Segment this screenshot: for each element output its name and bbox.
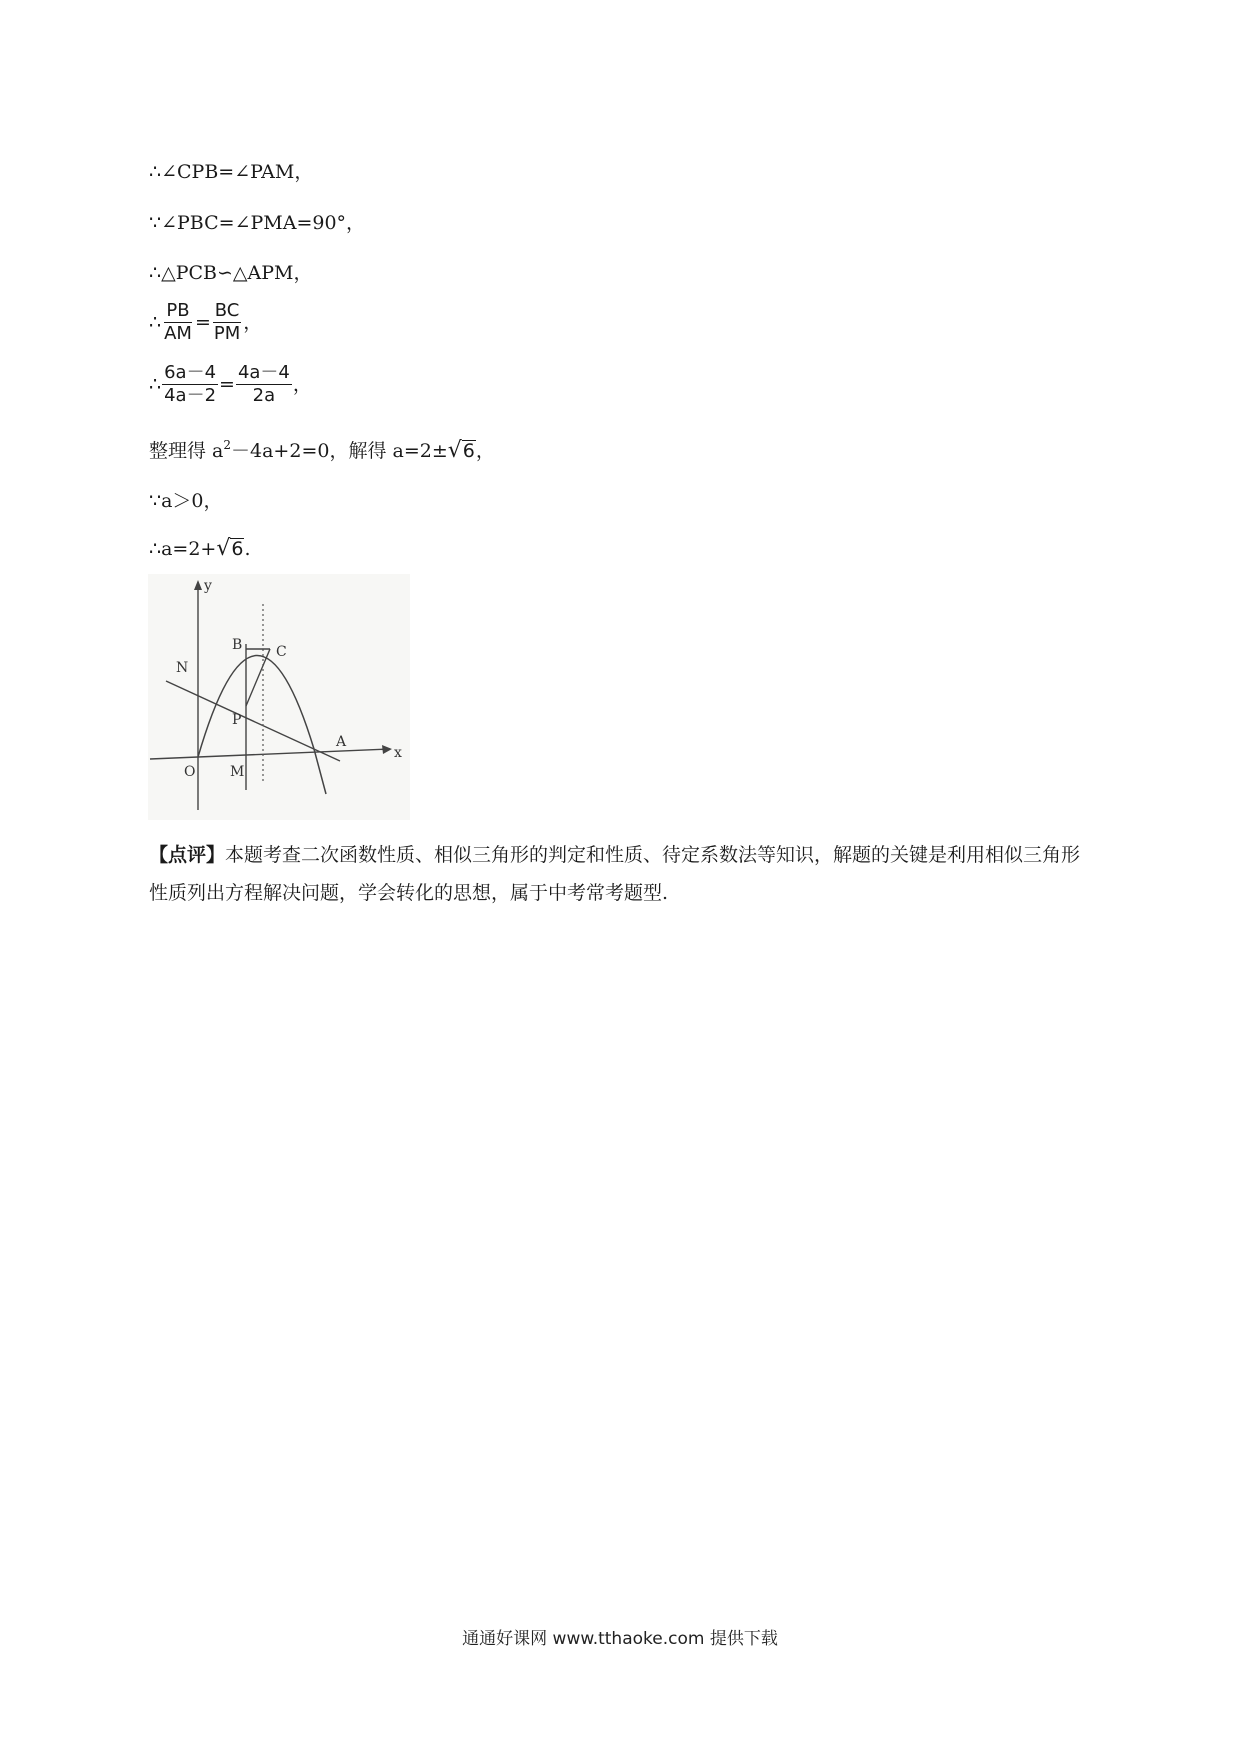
equals: = xyxy=(219,373,235,396)
denominator: 2a xyxy=(252,385,276,406)
label-n: N xyxy=(176,660,189,676)
exponent: 2 xyxy=(223,438,232,452)
statement-similar-triangles: ∴△PCB∽△APM， xyxy=(149,262,313,284)
radicand: 6 xyxy=(462,440,475,462)
radical-sign-icon: √ xyxy=(447,438,462,463)
radicand: 6 xyxy=(231,538,244,560)
label-y: y xyxy=(204,578,212,594)
solve-text-1: 整理得 a xyxy=(149,440,224,462)
ratio-equation-2 xyxy=(149,362,312,407)
answer-text-1: ∴a=2+ xyxy=(149,538,217,560)
statement-right-angles: ∵∠PBC=∠PMA=90°， xyxy=(149,212,366,234)
statement-angle-cpb: ∴∠CPB=∠PAM， xyxy=(149,161,314,183)
solve-text-3: ， xyxy=(475,440,495,462)
numerator: 4a－4 xyxy=(237,362,290,383)
sqrt-6 xyxy=(448,439,476,463)
answer-line xyxy=(149,537,251,561)
label-o: O xyxy=(184,764,196,780)
numerator: BC xyxy=(214,300,240,321)
label-a: A xyxy=(336,734,347,750)
parabola-figure xyxy=(148,574,410,820)
fraction-pb-am xyxy=(162,300,194,345)
ratio-equation-1 xyxy=(149,300,262,345)
numerator: 6a－4 xyxy=(164,362,217,383)
prefix: ∴ xyxy=(149,311,162,334)
suffix: ， xyxy=(292,373,312,396)
figure-svg xyxy=(148,574,410,820)
figure-background xyxy=(148,574,410,820)
equals: = xyxy=(194,311,211,334)
suffix: ， xyxy=(243,311,263,334)
comment-tag: 【点评】 xyxy=(149,844,226,866)
label-c: C xyxy=(276,644,287,660)
fraction-right xyxy=(236,362,292,407)
numerator: PB xyxy=(166,300,190,321)
radical-sign-icon: √ xyxy=(216,536,231,561)
comment-paragraph xyxy=(149,836,1094,912)
denominator: AM xyxy=(164,323,192,344)
solve-text-2: －4a+2=0，解得 a=2± xyxy=(231,440,448,462)
fraction-left xyxy=(162,362,218,407)
condition-line: ∵a＞0， xyxy=(149,490,223,512)
label-b: B xyxy=(232,637,243,653)
comment-text: 本题考查二次函数性质、相似三角形的判定和性质、待定系数法等知识，解题的关键是利用相似三角形性质列出方程解决问题，学会转化的思想，属于中考常考题型. xyxy=(149,844,1081,904)
solve-equation-line xyxy=(149,439,495,463)
page-footer: 通通好课网 www.tthaoke.com 提供下载 xyxy=(462,1629,778,1649)
denominator: PM xyxy=(213,323,241,344)
label-p: P xyxy=(232,712,242,728)
fraction-bc-pm xyxy=(212,300,242,345)
denominator: 4a－2 xyxy=(164,385,217,406)
prefix: ∴ xyxy=(149,373,162,396)
label-m: M xyxy=(230,764,245,780)
sqrt-6 xyxy=(216,537,244,561)
label-x: x xyxy=(394,745,402,761)
answer-text-2: . xyxy=(244,538,251,560)
